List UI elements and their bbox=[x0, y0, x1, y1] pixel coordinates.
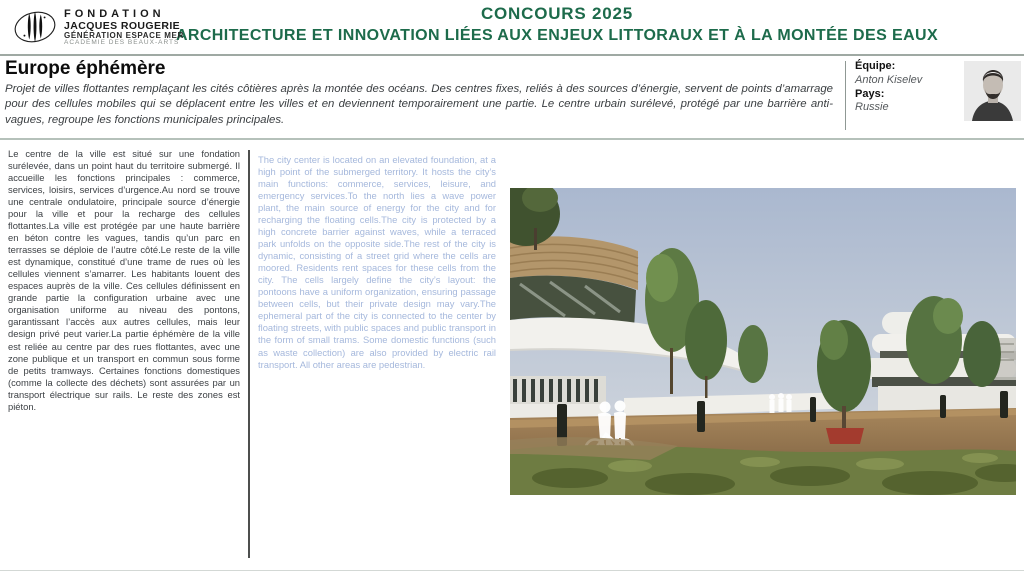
foundation-logo-text bbox=[64, 7, 184, 47]
country-label: Pays: bbox=[855, 87, 885, 100]
foundation-logo-icon bbox=[12, 4, 58, 50]
foundation-logo bbox=[0, 4, 184, 50]
project-description: Projet de villes flottantes remplaçant les cités côtières après la montée des océans. Des centres fixes, reliés à des sources d’énergie, servent de points d’amarrage pour des cellules mobiles qui se déplacent entre les villes et en deviennent temporairement une partie. Le centre urbain surélevé, protégé par une barrière anti-vagues, regroupe les fonctions municipales principales. bbox=[5, 83, 833, 126]
project-info-band bbox=[0, 56, 1024, 140]
bottom-rule bbox=[0, 570, 1024, 571]
main-content bbox=[0, 140, 1024, 558]
team-divider bbox=[845, 61, 846, 130]
column-divider bbox=[248, 150, 250, 558]
english-text-column: The city center is located on an elevated foundation, at a high point of the submerged territory. It hosts the city’s main functions: commerce, services, leisure, and emergency services.To the north lies a wave power plant, the main source of energy for the city and for recharging the floating cells.The city is protected by a high concrete barrier against waves, while a terraced park unfolds on the opposite side.The rest of the city is dynamic, consisting of a street grid where the cells are moored. Residents rent spaces for these cells from the city. The cells largely define the city’s layout: the pontoons have a uniform organization, ensuring passage between cells, but their private design may vary.The ephemeral part of the city is connected to the center by floating streets, with public spaces and public transport in the form of small trams. Some domestic functions (such as waste collection) are also provided by electric rail transport. All other areas are pedestrian. bbox=[258, 154, 496, 370]
foundation-name-line1: FONDATION bbox=[64, 8, 165, 21]
french-text-column: Le centre de la ville est situé sur une fondation surélevée, dans un point haut du territoire submergé. Il accueille les fonctions principales : commerce, services, loisirs, services d’urgence.Au nord se trouve une centrale ondulatoire, principale source d’énergie pour la ville et pour la recharge des cellules flottantes.La ville est protégée par une haute barrière en béton contre les vagues, tandis qu’un parc en terrasses se déploie de l’autre côté.Le reste de la ville est dynamique, constitué d’une trame de rues où les cellules viennent s’amarrer. Les habitants louent des espaces auprès de la ville. Ces cellules définissent en grande partie la configuration urbaine avec une organisation uniforme au niveau des pontons, garantissant l’accès aux autres cellules, mais leur design privé peut varier.La partie éphémère de la ville est reliée au centre par des rues flottantes, avec une zone publique et un transport en commun sous forme de petits tramways. Certaines fonctions domestiques (comme la collecte des déchets) sont assurées par un transport électrique sur rails. Le reste des zones est piéton. bbox=[8, 148, 240, 412]
foundation-name-line4: ACADÉMIE DES BEAUX-ARTS bbox=[64, 39, 180, 47]
team-info bbox=[855, 60, 922, 115]
team-value: Anton Kiselev bbox=[855, 73, 923, 86]
country-value: Russie bbox=[855, 101, 889, 114]
competition-title-line2: ARCHITECTURE ET INNOVATION LIÉES AUX ENJEUX LITTORAUX ET À LA MONTÉE DES EAUX bbox=[175, 27, 939, 44]
project-render-image bbox=[510, 188, 1016, 495]
competition-title bbox=[90, 4, 1024, 45]
header bbox=[0, 0, 1024, 56]
foundation-name-line3: GÉNÉRATION ESPACE MER bbox=[64, 30, 184, 40]
team-member-photo bbox=[964, 61, 1021, 121]
foundation-name-line2: JACQUES ROUGERIE bbox=[64, 19, 181, 32]
portrait-icon bbox=[964, 61, 1021, 121]
team-label: Équipe: bbox=[855, 60, 896, 72]
project-title: Europe éphémère bbox=[5, 58, 166, 79]
competition-title-line1: CONCOURS 2025 bbox=[480, 4, 634, 23]
